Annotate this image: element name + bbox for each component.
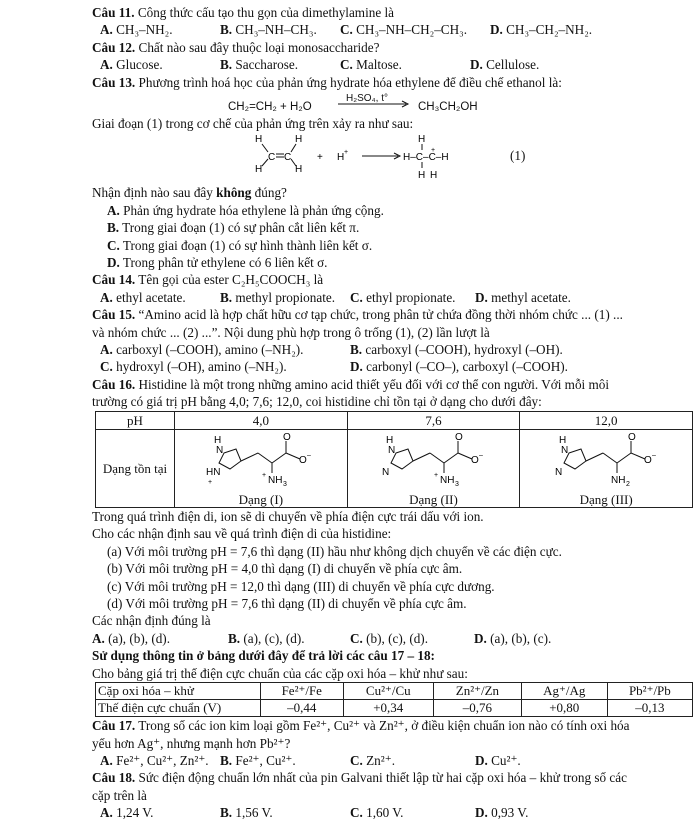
- stage-text: Giai đoạn (1) trong cơ chế của phản ứng trên xảy ra như sau:: [92, 116, 414, 131]
- svg-text:H: H: [418, 170, 426, 182]
- option-key: B.: [350, 342, 363, 358]
- option-d: Cu²⁺.: [491, 752, 521, 768]
- option-a: (a), (b), (d).: [108, 630, 170, 646]
- prompt-text: Nhận định nào sau đây: [92, 185, 217, 201]
- options-row: [92, 630, 700, 647]
- svg-text:C: C: [284, 152, 292, 164]
- form-cell-II: [347, 430, 520, 508]
- svg-text:O: O: [282, 431, 291, 443]
- potential-cell: –0,44: [261, 700, 344, 717]
- histidine-structure-II: [358, 431, 508, 489]
- option-key: D.: [475, 805, 488, 821]
- option-key: A.: [92, 630, 105, 646]
- couple-cell: Ag⁺/Ag: [521, 683, 607, 700]
- equation-reactants: CH₂=CH₂ + H₂O: [228, 101, 312, 113]
- couple-cell: Fe²⁺/Fe: [261, 683, 344, 700]
- question-prompt: Các nhận định đúng là: [92, 613, 211, 629]
- question-text: “Amino acid là hợp chất hữu cơ tạp chức, trong phân tử chứa đồng thời nhóm chức ... (1) ...: [138, 307, 623, 323]
- svg-text:N: N: [215, 444, 224, 456]
- svg-text:–: –: [479, 451, 484, 459]
- svg-text:H: H: [295, 164, 303, 176]
- option-key: B.: [107, 220, 120, 236]
- option-b: 1,56 V.: [235, 805, 273, 821]
- statement-a: (a) Với môi trường pH = 7,6 thì dạng (II) hầu như không dịch chuyển về các điện cực.: [107, 543, 562, 559]
- option-d: (a), (b), (c).: [490, 630, 552, 646]
- svg-text:2: 2: [626, 480, 631, 488]
- svg-text:+: +: [431, 147, 436, 155]
- option-a: carboxyl (–COOH), amino (–NH₂).: [116, 342, 304, 358]
- question-12: [92, 39, 690, 56]
- ph-value: 7,6: [347, 411, 520, 429]
- svg-text:3: 3: [282, 480, 287, 488]
- svg-text:H: H: [213, 434, 222, 446]
- couple-cell: Pb²⁺/Pb: [607, 683, 692, 700]
- svg-text:H: H: [337, 152, 345, 164]
- question-text: Tên gọi của ester C₂H₅COOCH₃ là: [138, 272, 324, 288]
- svg-text:O: O: [455, 431, 464, 443]
- options-row: [100, 358, 700, 375]
- ph-value: 12,0: [520, 411, 693, 429]
- option-c: (b), (c), (d).: [366, 630, 428, 646]
- option-c: [107, 237, 700, 254]
- section-intro: Cho bảng giá trị thế điện cực chuẩn của các cặp oxi hóa – khử như sau:: [92, 665, 468, 681]
- option-a: ethyl acetate.: [116, 289, 186, 305]
- option-key: C.: [350, 630, 363, 646]
- svg-text:+: +: [344, 149, 349, 157]
- svg-text:N: N: [561, 444, 569, 456]
- option-b: Saccharose.: [235, 57, 298, 73]
- svg-text:H: H: [295, 134, 303, 146]
- option-key: D.: [350, 359, 363, 375]
- option-b: methyl propionate.: [235, 289, 336, 305]
- option-key: B.: [220, 57, 233, 73]
- option-d: carbonyl (–CO–), carboxyl (–COOH).: [366, 359, 568, 375]
- option-d: methyl acetate.: [491, 289, 571, 305]
- question-14: [92, 271, 690, 288]
- couple-header: Cặp oxi hóa – khử: [96, 683, 261, 700]
- question-label: Câu 11.: [92, 5, 135, 20]
- svg-text:H: H: [559, 434, 567, 446]
- option-key: C.: [340, 22, 353, 38]
- section-title: Sử dụng thông tin ở bảng dưới đây để trả lời các câu 17 – 18:: [92, 648, 435, 664]
- question-11: [92, 4, 690, 21]
- question-label: Câu 18.: [92, 770, 136, 786]
- question-text: Phương trình hoá học của phản ứng hydrate hóa ethylene để điều chế ethanol là:: [138, 74, 562, 90]
- svg-text:N: N: [382, 466, 390, 478]
- question-18: [92, 769, 690, 786]
- statement-b: (b) Với môi trường pH = 4,0 thì dạng (I) di chuyển về phía cực âm.: [107, 561, 463, 577]
- option-c: Zn²⁺.: [366, 752, 395, 768]
- potential-table: [95, 682, 693, 717]
- option-a: [107, 202, 700, 219]
- svg-text:HN: HN: [205, 466, 221, 478]
- potential-cell: –0,13: [607, 700, 692, 717]
- form-label: Dạng (II): [409, 492, 458, 508]
- question-label: Câu 16.: [92, 376, 136, 392]
- prompt-emphasis: không: [216, 185, 252, 201]
- reaction-equation: [228, 91, 700, 115]
- options-row: [100, 804, 700, 821]
- potential-cell: +0,34: [343, 700, 433, 717]
- question-text-cont: trường có giá trị pH bằng 4,0; 7,6; 12,0, coi histidine chỉ tồn tại ở dạng cho dưới đây:: [92, 394, 542, 410]
- reaction-arrow: [338, 99, 410, 109]
- option-key: A.: [100, 342, 113, 358]
- options-row: [100, 341, 700, 358]
- option-b: CH₃–NH–CH₃.: [235, 22, 317, 38]
- svg-text:NH: NH: [267, 474, 283, 486]
- option-c: hydroxyl (–OH), amino (–NH₂).: [116, 359, 287, 375]
- svg-text:NH: NH: [611, 474, 626, 486]
- svg-text:+: +: [207, 478, 212, 486]
- option-key: C.: [350, 752, 363, 768]
- question-label: Câu 15.: [92, 307, 136, 323]
- question-label: Câu 13.: [92, 74, 136, 90]
- svg-text:NH: NH: [440, 474, 455, 486]
- option-key: B.: [220, 289, 233, 305]
- equation-product: CH₃CH₂OH: [418, 101, 478, 113]
- question-text: Histidine là một trong những amino acid thiết yếu đối với cơ thể con người. Với mỗi môi: [138, 376, 610, 392]
- form-cell-III: [520, 430, 693, 508]
- option-key: B.: [228, 630, 241, 646]
- svg-text:N: N: [555, 466, 563, 478]
- form-header: Dạng tồn tại: [96, 430, 175, 508]
- option-b: carboxyl (–COOH), hydroxyl (–OH).: [365, 342, 563, 358]
- svg-text:H: H: [386, 434, 394, 446]
- option-b: [107, 219, 700, 236]
- option-a: 1,24 V.: [116, 805, 154, 821]
- equation-condition: H₂SO₄, t°: [346, 93, 388, 104]
- histidine-table: [95, 411, 693, 508]
- option-key: B.: [220, 22, 233, 38]
- question-text: Công thức cấu tạo thu gọn của dimethylamine là: [137, 5, 394, 20]
- question-label: Câu 12.: [92, 39, 136, 55]
- statement-c: (c) Với môi trường pH = 12,0 thì dạng (III) di chuyển về phía cực dương.: [107, 578, 495, 594]
- option-key: D.: [475, 752, 488, 768]
- option-c: Maltose.: [356, 57, 402, 73]
- option-key: A.: [107, 202, 120, 218]
- option-a: Glucose.: [116, 57, 163, 73]
- svg-text:–: –: [652, 451, 657, 459]
- option-b: Fe²⁺, Cu²⁺.: [235, 752, 296, 768]
- option-key: A.: [100, 752, 113, 768]
- ph-value: 4,0: [175, 411, 348, 429]
- option-key: A.: [100, 805, 113, 821]
- question-text-cont: và nhóm chức ... (2) ...”. Nội dung phù hợp trong ô trống (1), (2) lần lượt là: [92, 324, 490, 340]
- svg-text:H: H: [430, 170, 438, 182]
- option-key: D.: [474, 630, 487, 646]
- option-key: B.: [220, 752, 233, 768]
- potential-cell: –0,76: [434, 700, 522, 717]
- histidine-structure-I: [186, 431, 336, 489]
- option-text: Trong phân tử ethylene có 6 liên kết σ.: [122, 255, 328, 271]
- option-text: Phản ứng hydrate hóa ethylene là phản ứng cộng.: [123, 202, 384, 218]
- stage-number: (1): [510, 148, 526, 164]
- option-key: C.: [350, 289, 363, 305]
- question-17: [92, 717, 690, 734]
- svg-text:H: H: [418, 134, 426, 146]
- question-text: Sức điện động chuẩn lớn nhất của pin Galvani thiết lập từ hai cặp oxi hóa – khử trong số các: [138, 770, 627, 786]
- histidine-structure-III: [531, 431, 681, 489]
- svg-text:C: C: [268, 152, 276, 164]
- option-key: C.: [100, 359, 113, 375]
- form-label: Dạng (III): [579, 492, 633, 508]
- svg-text:O: O: [628, 431, 636, 443]
- question-16: [92, 376, 690, 393]
- option-key: A.: [100, 57, 113, 73]
- mechanism-diagram: [255, 132, 470, 184]
- question-13: [92, 74, 690, 91]
- option-key: C.: [107, 237, 120, 253]
- option-key: C.: [340, 57, 353, 73]
- question-label: Câu 14.: [92, 272, 136, 288]
- question-prompt: [92, 184, 690, 201]
- potential-header: Thế điện cực chuẩn (V): [96, 700, 261, 717]
- option-key: A.: [100, 22, 113, 38]
- svg-text:H: H: [255, 164, 263, 176]
- svg-text:H–C–C–H: H–C–C–H: [403, 152, 449, 164]
- svg-text:–: –: [306, 451, 311, 459]
- option-d: 0,93 V.: [491, 805, 529, 821]
- form-cell-I: [175, 430, 348, 508]
- option-c: CH₃–NH–CH₂–CH₃.: [356, 22, 468, 38]
- option-d: CH₃–CH₂–NH₂.: [506, 22, 593, 38]
- option-key: C.: [350, 805, 363, 821]
- svg-text:N: N: [388, 444, 396, 456]
- option-d: [107, 254, 700, 271]
- svg-text:O: O: [471, 454, 480, 466]
- question-text-cont: cặp trên là: [92, 787, 147, 803]
- svg-text:+: +: [317, 152, 323, 164]
- options-row: [100, 56, 700, 73]
- option-key: D.: [490, 22, 503, 38]
- question-label: Câu 17.: [92, 718, 136, 734]
- question-text: Chất nào sau đây thuộc loại monosaccharide?: [138, 39, 380, 55]
- option-key: D.: [475, 289, 488, 305]
- option-key: D.: [107, 255, 120, 271]
- couple-cell: Zn²⁺/Zn: [434, 683, 522, 700]
- svg-text:H: H: [255, 134, 263, 146]
- couple-cell: Cu²⁺/Cu: [343, 683, 433, 700]
- option-key: A.: [100, 289, 113, 305]
- potential-cell: +0,80: [521, 700, 607, 717]
- options-row: [100, 21, 700, 38]
- paragraph: Trong quá trình điện di, ion sẽ di chuyển về phía điện cực trái dấu với ion.: [92, 509, 484, 525]
- svg-text:O: O: [644, 454, 652, 466]
- option-c: ethyl propionate.: [366, 289, 456, 305]
- svg-text:+: +: [261, 471, 266, 479]
- svg-text:3: 3: [455, 480, 460, 488]
- statement-d: (d) Với môi trường pH = 7,6 thì dạng (II) di chuyển về phía cực âm.: [107, 596, 467, 612]
- option-text: Trong giai đoạn (1) có sự hình thành liên kết σ.: [122, 237, 373, 253]
- svg-text:+: +: [434, 471, 439, 479]
- option-a: CH₃–NH₂.: [116, 22, 173, 38]
- option-text: Trong giai đoạn (1) có sự phân cắt liên kết π.: [122, 220, 360, 236]
- option-c: 1,60 V.: [366, 805, 404, 821]
- option-key: D.: [470, 57, 483, 73]
- svg-text:O: O: [298, 454, 307, 466]
- options-row: [100, 289, 700, 306]
- option-key: B.: [220, 805, 233, 821]
- question-15: [92, 306, 690, 323]
- paragraph: Cho các nhận định sau về quá trình điện di của histidine:: [92, 526, 392, 542]
- mechanism-figure: [0, 132, 700, 184]
- form-label: Dạng (I): [238, 492, 284, 508]
- option-a: Fe²⁺, Cu²⁺, Zn²⁺.: [116, 752, 209, 768]
- option-d: Cellulose.: [486, 57, 540, 73]
- prompt-text: đúng?: [251, 185, 287, 201]
- question-text: Trong số các ion kim loại gồm Fe²⁺, Cu²⁺ và Zn²⁺, ở điều kiện chuẩn ion nào có tính oxi hóa: [138, 718, 630, 734]
- option-b: (a), (c), (d).: [243, 630, 305, 646]
- ph-header: pH: [96, 411, 175, 429]
- question-text-cont: yếu hơn Ag⁺, nhưng mạnh hơn Pb²⁺?: [92, 735, 291, 751]
- options-row: [100, 752, 700, 769]
